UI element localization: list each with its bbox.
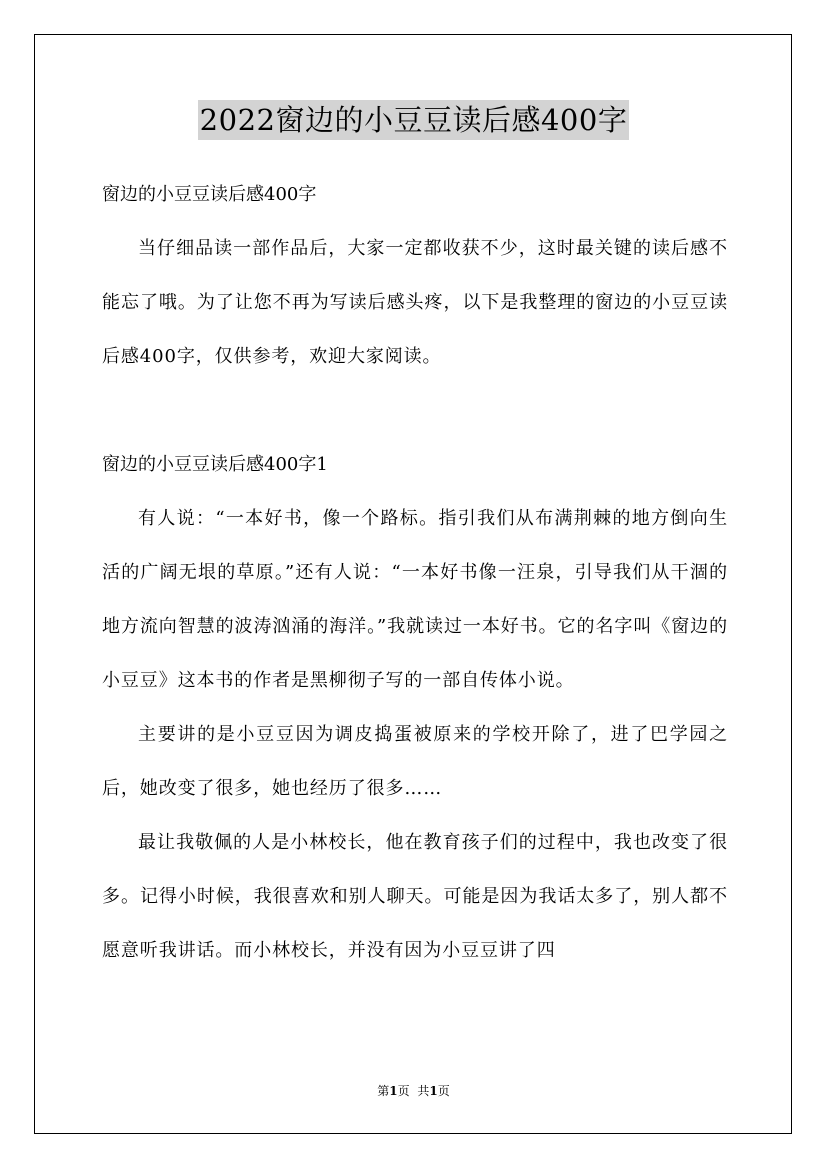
footer-prefix: 第: [377, 1084, 390, 1098]
title-container: [0, 100, 827, 140]
body-paragraph: 最让我敬佩的人是小林校长，他在教育孩子们的过程中，我也改变了很多。记得小时候，我很喜欢和别人聊天。可能是因为我话太多了，别人都不愿意听我讲话。而小林校长，并没有因为小豆豆讲了四: [102, 832, 728, 961]
section-heading: 窗边的小豆豆读后感400字1: [102, 454, 328, 475]
document-body: [102, 168, 728, 978]
intro-heading: 窗边的小豆豆读后感400字: [102, 184, 317, 205]
footer-total-prefix: 共: [417, 1084, 430, 1098]
total-pages: 1: [429, 1084, 438, 1098]
page-number: 1: [389, 1084, 398, 1098]
body-paragraph: 有人说：“一本好书，像一个路标。指引我们从布满荆棘的地方倒向生活的广阔无垠的草原。”还有人说：“一本好书像一汪泉，引导我们从干涸的地方流向智慧的波涛汹涌的海洋。”我就读过一本好书。它的名字叫《窗边的小豆豆》这本书的作者是黑柳彻子写的一部自传体小说。: [102, 508, 728, 691]
page-footer: [0, 1082, 827, 1100]
document-title: 2022窗边的小豆豆读后感400字: [198, 100, 630, 140]
footer-page-suffix: 页: [397, 1084, 410, 1098]
body-paragraph: 主要讲的是小豆豆因为调皮捣蛋被原来的学校开除了，进了巴学园之后，她改变了很多，她也经历了很多……: [102, 724, 728, 799]
paragraph-spacer: [102, 384, 728, 438]
footer-total-suffix: 页: [437, 1084, 450, 1098]
intro-paragraph: 当仔细品读一部作品后，大家一定都收获不少，这时最关键的读后感不能忘了哦。为了让您不再为写读后感头疼，以下是我整理的窗边的小豆豆读后感400字，仅供参考，欢迎大家阅读。: [102, 238, 728, 367]
